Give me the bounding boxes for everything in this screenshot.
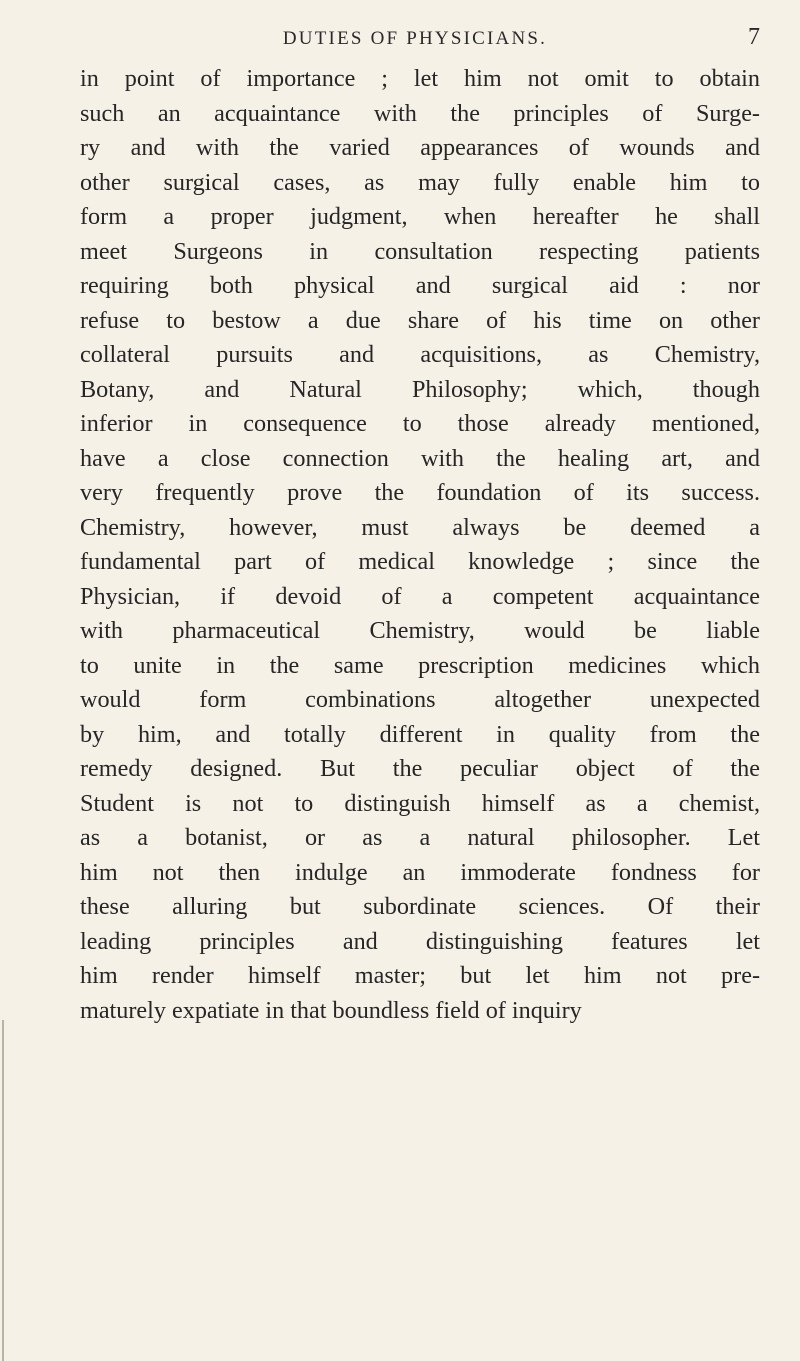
text-line: ry and with the varied appearances of wounds and: [80, 134, 760, 161]
text-line: as a botanist, or as a natural philosopher. Let: [80, 824, 760, 851]
text-line: collateral pursuits and acquisitions, as Chemistry,: [80, 341, 760, 368]
text-line: remedy designed. But the peculiar object of the: [80, 755, 760, 782]
text-line: Student is not to distinguish himself as a chemist,: [80, 789, 760, 817]
text-line: refuse to bestow a due share of his time on other: [80, 306, 760, 334]
text-line: other surgical cases, as may fully enable him to: [80, 168, 760, 196]
running-head: [70, 24, 760, 58]
text-line: would form combinations altogether unexpected: [80, 686, 760, 713]
text-line: these alluring but subordinate sciences. Of their: [80, 893, 760, 920]
text-line: inferior in consequence to those already mentioned,: [80, 410, 760, 437]
text-line: him render himself master; but let him not pre-: [80, 962, 760, 989]
text-line: in point of importance ; let him not omit to obtain: [80, 65, 760, 92]
text-line: Botany, and Natural Philosophy; which, though: [80, 375, 760, 403]
text-line: Physician, if devoid of a competent acquaintance: [80, 582, 760, 610]
text-line: with pharmaceutical Chemistry, would be liable: [80, 617, 760, 644]
text-line: meet Surgeons in consultation respecting patients: [80, 237, 760, 265]
text-line: fundamental part of medical knowledge ; since the: [80, 548, 760, 575]
text-line: leading principles and distinguishing features let: [80, 927, 760, 955]
text-line: by him, and totally different in quality from the: [80, 720, 760, 748]
text-line: Chemistry, however, must always be deemed a: [80, 513, 760, 541]
body-text: [80, 62, 760, 1028]
text-line: requiring both physical and surgical aid : nor: [80, 272, 760, 299]
text-line: such an acquaintance with the principles of Surge-: [80, 99, 760, 127]
text-line: maturely expatiate in that boundless field of inquiry: [80, 996, 582, 1024]
text-line: him not then indulge an immoderate fondness for: [80, 858, 760, 886]
text-line: form a proper judgment, when hereafter he shall: [80, 203, 760, 230]
text-line: have a close connection with the healing art, and: [80, 444, 760, 472]
text-line: to unite in the same prescription medicines which: [80, 651, 760, 679]
page-number: 7: [748, 24, 760, 50]
text-line: very frequently prove the foundation of its success.: [80, 479, 760, 506]
scan-edge-line: [2, 1020, 4, 1361]
running-title: DUTIES OF PHYSICIANS.: [282, 28, 548, 49]
